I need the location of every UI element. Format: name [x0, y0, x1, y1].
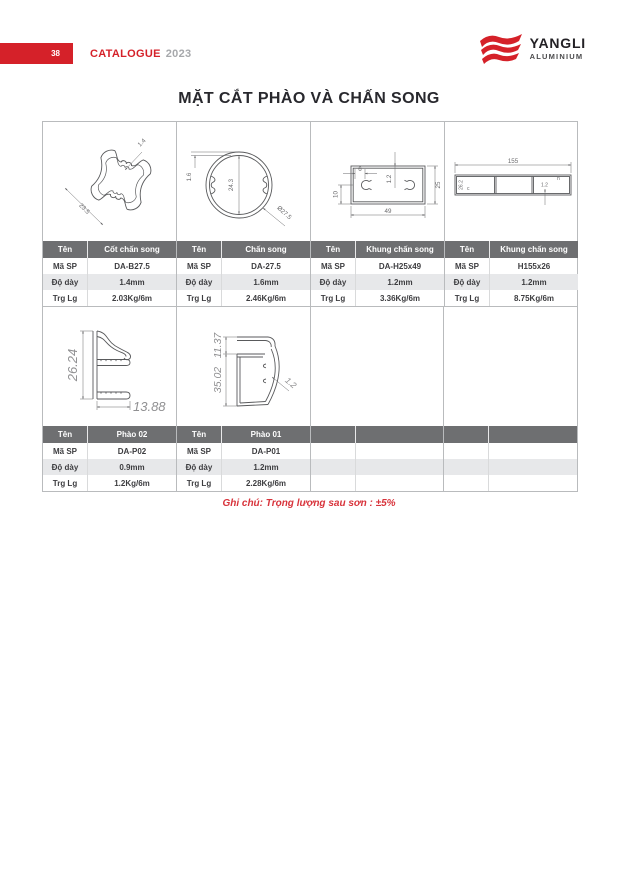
catalogue-label: CATALOGUE [90, 47, 161, 60]
spec-row [311, 459, 443, 475]
spec-row [445, 290, 578, 306]
spec-table [445, 241, 578, 306]
dim-width: 49 [384, 208, 392, 215]
spec-label [444, 459, 489, 475]
spec-label [444, 443, 489, 459]
spec-value: DA-B27.5 [114, 261, 150, 271]
dim-wall: 1.2 [283, 375, 299, 391]
spec-value: 2.28Kg/6m [245, 478, 287, 488]
spec-value: 1.2mm [521, 277, 547, 287]
profile-drawing-flat-bar [445, 122, 578, 241]
dim-wall: 1.2 [386, 174, 393, 184]
profile-drawing-clover [43, 122, 176, 241]
spec-row [43, 274, 176, 290]
spec-header [43, 241, 176, 258]
spec-row [43, 475, 176, 491]
dim-wall: 1.2 [541, 182, 548, 189]
spec-label: Tên [177, 426, 222, 443]
drawing-area [43, 122, 176, 241]
spec-header [311, 241, 444, 258]
spec-row [177, 290, 310, 306]
spec-value: DA-P02 [117, 446, 147, 456]
product-cell-khung-25x49 [311, 122, 445, 306]
spec-value: Phào 01 [250, 430, 282, 439]
spec-row [444, 459, 577, 475]
product-cell-phao-02 [43, 307, 177, 491]
spec-row [444, 443, 577, 459]
profile-outline [88, 147, 154, 213]
spec-label: Mã SP [177, 443, 222, 459]
spec-table-empty [444, 426, 577, 491]
spec-value: DA-P01 [251, 446, 281, 456]
spec-label [311, 426, 356, 443]
spec-value [356, 426, 443, 443]
spec-row [445, 258, 578, 274]
page-title: MẶT CẮT PHÀO VÀ CHẤN SONG [178, 90, 440, 107]
spec-value: 1.2mm [387, 277, 413, 287]
spec-label: Trg Lg [445, 290, 490, 306]
brand-name: YANGLI [529, 35, 586, 52]
brand-subtitle: ALUMINIUM [529, 51, 584, 61]
spec-label [444, 426, 489, 443]
dim-boss: 6 [358, 166, 362, 173]
spec-row [177, 475, 310, 491]
catalog-table [42, 121, 578, 492]
spec-header [177, 241, 310, 258]
spec-row [43, 258, 176, 274]
spec-row [43, 459, 176, 475]
spec-value: DA-H25x49 [378, 261, 422, 271]
spec-row [311, 475, 443, 491]
catalogue-year: 2023 [165, 47, 192, 60]
drawing-area [177, 122, 310, 241]
spec-label: Độ dày [177, 274, 222, 290]
dim-mark-right: n [557, 176, 560, 182]
spec-value [356, 475, 443, 491]
profile-outline [455, 175, 571, 195]
dim-width: 155 [507, 158, 519, 165]
spec-row [311, 258, 444, 274]
dim-wall: 1.6 [186, 172, 193, 182]
brand-logo [479, 33, 586, 64]
dim-width: 13.88 [133, 399, 166, 414]
spec-row [43, 290, 176, 306]
product-cell-phao-01 [177, 307, 311, 491]
spec-table [177, 241, 310, 306]
spec-label: Mã SP [311, 258, 356, 274]
spec-value [356, 443, 443, 459]
spec-label: Trg Lg [177, 290, 222, 306]
spec-label: Tên [43, 426, 88, 443]
spec-label: Trg Lg [311, 290, 356, 306]
table-row [43, 122, 577, 307]
profile-drawing-molding-01 [177, 307, 310, 426]
product-cell-cot-chan-song [43, 122, 177, 306]
spec-label: Mã SP [43, 443, 88, 459]
spec-value [489, 443, 577, 459]
spec-value: 2.46Kg/6m [245, 293, 287, 303]
drawing-area [445, 122, 578, 241]
spec-value [489, 459, 577, 475]
catalogue-line [90, 43, 191, 64]
spec-label [311, 443, 356, 459]
drawing-area [177, 307, 310, 426]
spec-value: 2.03Kg/6m [111, 293, 153, 303]
spec-value: 1.6mm [253, 277, 279, 287]
product-cell-empty [311, 307, 444, 491]
spec-label: Độ dày [445, 274, 490, 290]
product-cell-chan-song [177, 122, 311, 306]
spec-row [177, 258, 310, 274]
spec-label: Mã SP [177, 258, 222, 274]
dim-wall: 1.4 [136, 137, 148, 149]
spec-value: Cốt chấn song [104, 245, 160, 254]
spec-label: Độ dày [311, 274, 356, 290]
spec-value: 1.2mm [253, 462, 279, 472]
profile-drawing-circle [177, 122, 310, 241]
spec-value: 1.2Kg/6m [114, 478, 150, 488]
spec-table-empty [311, 426, 443, 491]
dim-height: 26.24 [65, 348, 80, 382]
product-cell-empty [444, 307, 577, 491]
spec-label: Trg Lg [43, 290, 88, 306]
spec-header [445, 241, 578, 258]
spec-label: Trg Lg [177, 475, 222, 491]
spec-row [445, 274, 578, 290]
spec-label: Trg Lg [43, 475, 88, 491]
spec-label: Tên [311, 241, 356, 258]
spec-value: Khung chấn song [366, 245, 434, 254]
spec-value: 3.36Kg/6m [379, 293, 421, 303]
brand-text [530, 36, 586, 61]
spec-label [311, 475, 356, 491]
spec-table [43, 426, 176, 491]
profile-outline [93, 331, 131, 399]
spec-label: Tên [177, 241, 222, 258]
spec-label [311, 459, 356, 475]
spec-label: Tên [445, 241, 490, 258]
dim-height: 25 [435, 181, 442, 189]
spec-value: Phào 02 [116, 430, 148, 439]
drawing-area-empty [311, 307, 443, 426]
dim-inner: 24.3 [228, 178, 235, 192]
spec-row [311, 290, 444, 306]
drawing-area [43, 307, 176, 426]
spec-row [444, 475, 577, 491]
spec-row [43, 443, 176, 459]
page-number: 38 [51, 49, 60, 58]
spec-value: 1.4mm [119, 277, 145, 287]
table-row [43, 307, 577, 491]
spec-label: Mã SP [445, 258, 490, 274]
spec-label: Tên [43, 241, 88, 258]
dim-outer: Ø27.5 [275, 204, 293, 222]
spec-table [177, 426, 310, 491]
spec-value: Khung chấn song [500, 245, 568, 254]
page-number-badge [0, 43, 73, 64]
dim-height: 26.2 [458, 180, 465, 190]
spec-value [489, 475, 577, 491]
dim-top: 11.37 [212, 332, 224, 359]
spec-header [311, 426, 443, 443]
spec-header [177, 426, 310, 443]
dim-diag: 23.5 [77, 202, 91, 216]
profile-outline [351, 166, 425, 204]
spec-value [489, 426, 577, 443]
drawing-area-empty [444, 307, 577, 426]
spec-label: Độ dày [43, 459, 88, 475]
profile-drawing-rect-tube [311, 122, 444, 241]
spec-label: Độ dày [43, 274, 88, 290]
flag-icon [479, 33, 523, 64]
spec-row [177, 459, 310, 475]
profile-drawing-molding-02 [43, 307, 176, 426]
dim-mark-left: c [467, 186, 470, 192]
spec-value: 0.9mm [119, 462, 145, 472]
spec-table [311, 241, 444, 306]
spec-row [177, 443, 310, 459]
spec-row [311, 443, 443, 459]
spec-header [444, 426, 577, 443]
spec-row [177, 274, 310, 290]
footnote: Ghi chú: Trọng lượng sau sơn : ±5% [222, 498, 396, 509]
spec-label: Độ dày [177, 459, 222, 475]
spec-value [356, 459, 443, 475]
dim-boss-h: 10 [332, 191, 340, 198]
spec-value: 8.75Kg/6m [513, 293, 555, 303]
spec-value: DA-27.5 [251, 261, 281, 271]
product-cell-khung-155x26 [445, 122, 578, 306]
spec-row [311, 274, 444, 290]
spec-value: H155x26 [517, 261, 551, 271]
profile-outline [237, 337, 279, 406]
spec-table [43, 241, 176, 306]
spec-header [43, 426, 176, 443]
drawing-area [311, 122, 444, 241]
dim-height: 35.02 [212, 366, 224, 394]
spec-label [444, 475, 489, 491]
spec-label: Mã SP [43, 258, 88, 274]
spec-value: Chấn song [245, 245, 287, 254]
